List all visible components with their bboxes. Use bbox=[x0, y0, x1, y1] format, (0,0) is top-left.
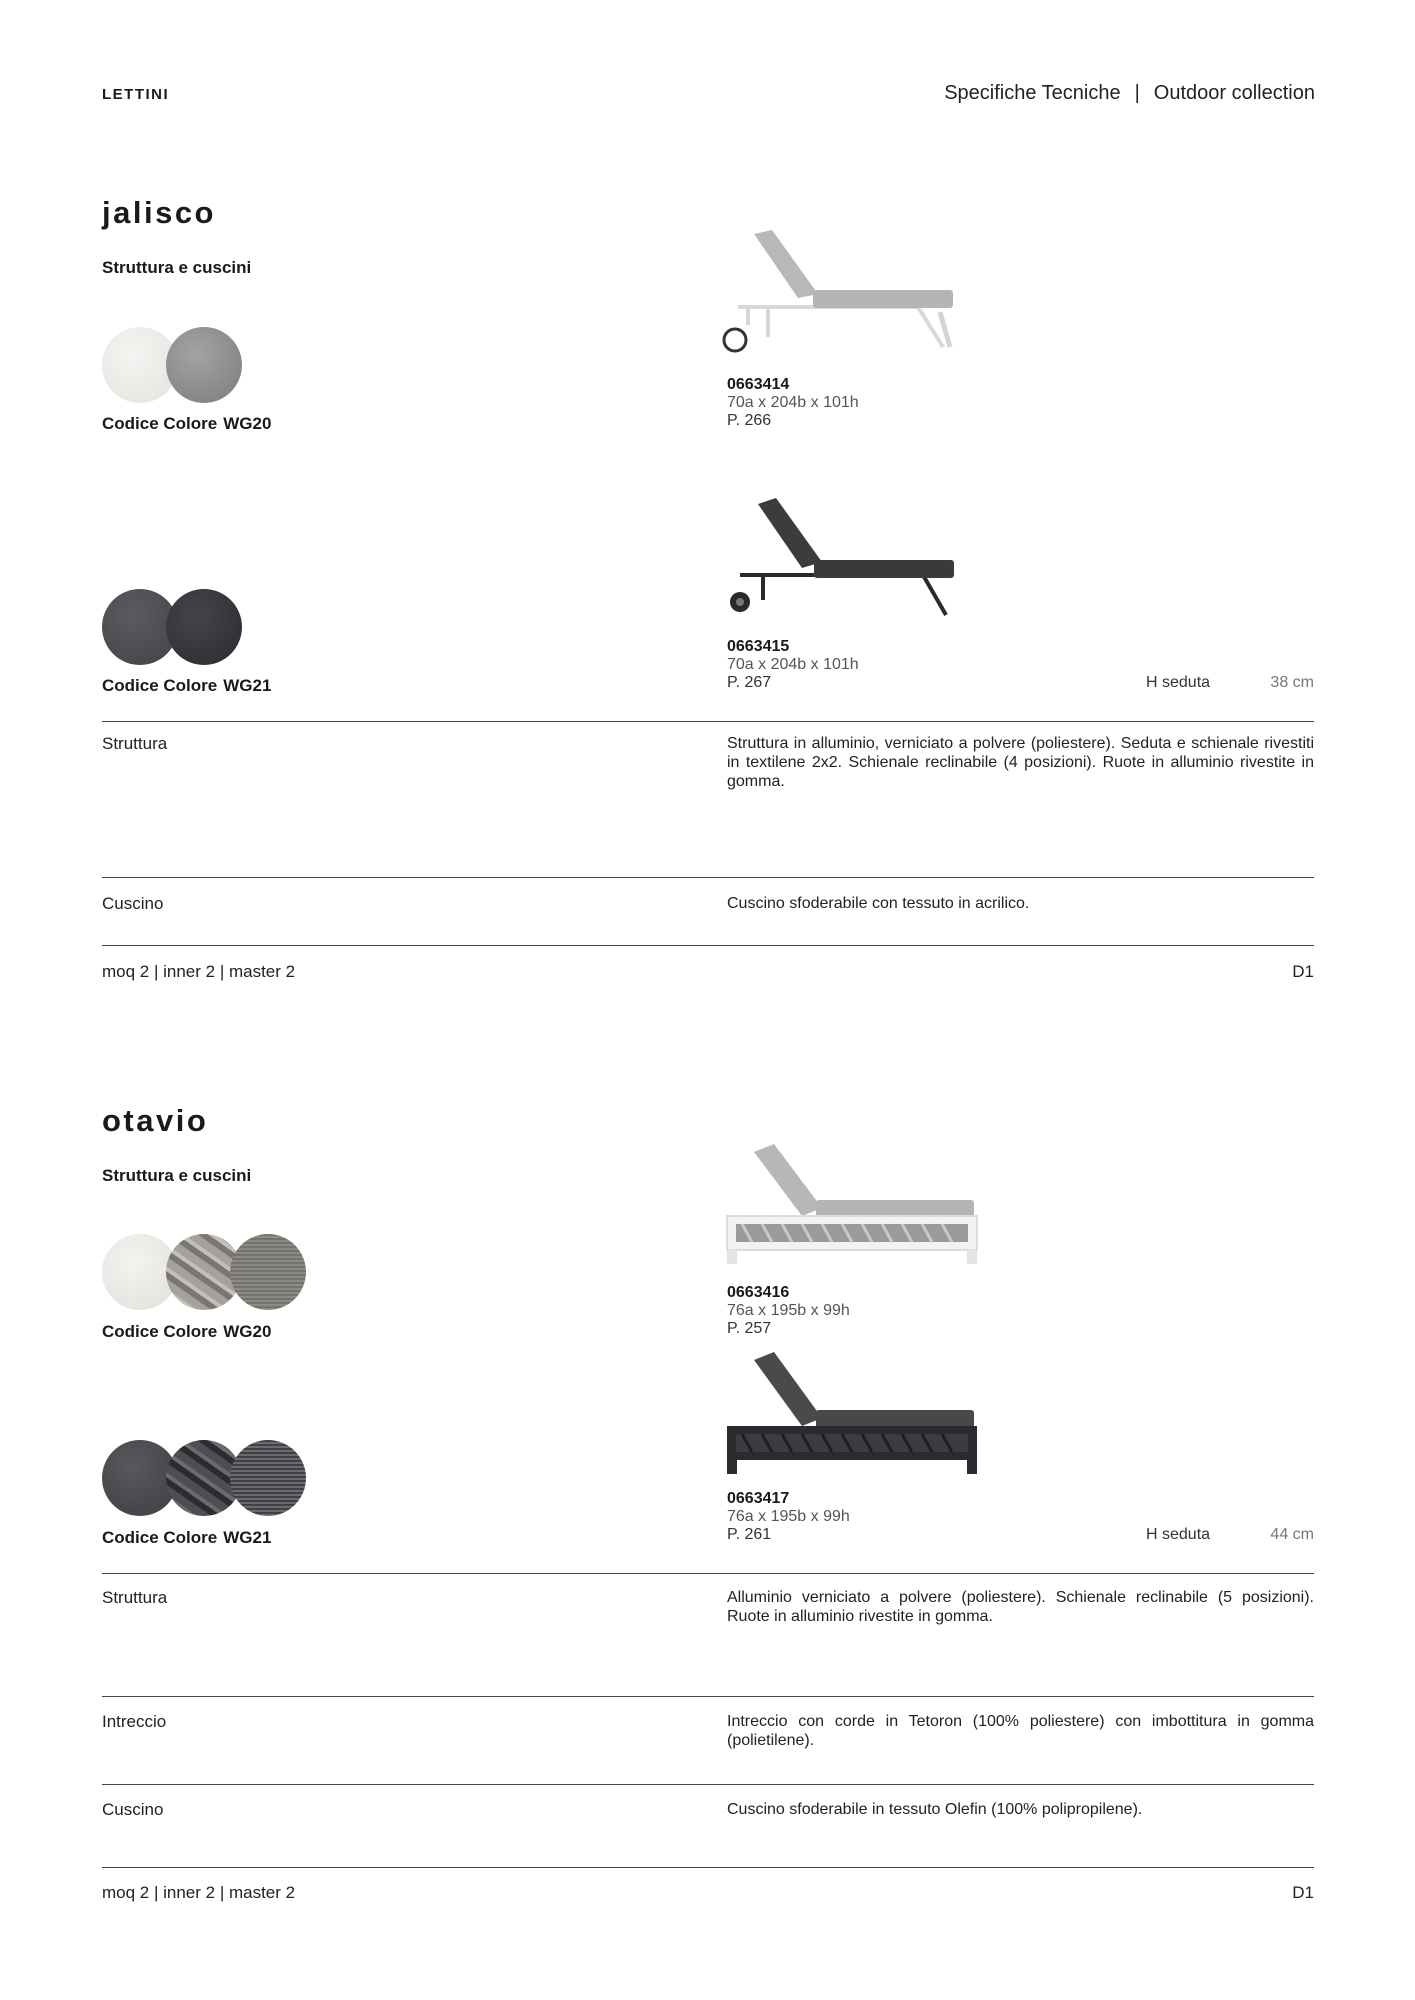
colour-swatches-wg21 bbox=[102, 1440, 306, 1516]
divider bbox=[102, 945, 1314, 946]
variant-0663415 bbox=[727, 638, 859, 692]
spec-label-intreccio: Intreccio bbox=[102, 1712, 167, 1731]
spec-text-intreccio: Intreccio con corde in Tetoron (100% poliestere) con imbottitura in gomma (polietilene). bbox=[727, 1713, 1314, 1749]
colour-prefix: Codice Colore bbox=[102, 1528, 218, 1547]
variant-0663416 bbox=[727, 1284, 850, 1338]
variant-dimensions: 70a x 204b x 101h bbox=[727, 394, 859, 411]
swatch-fabric bbox=[230, 1440, 306, 1516]
product-title: jalisco bbox=[102, 195, 216, 230]
colour-code-label bbox=[102, 1528, 271, 1548]
variant-page: P. 261 bbox=[727, 1526, 772, 1543]
colour-code-label bbox=[102, 676, 271, 696]
spec-text-struttura: Alluminio verniciato a polvere (poliestere). Schienale reclinabile (5 posizioni). Ruote in alluminio rivestite in gomma. bbox=[727, 1589, 1314, 1625]
spec-label-struttura: Struttura bbox=[102, 734, 168, 753]
colour-code: WG20 bbox=[223, 1322, 272, 1341]
spec-label-cuscino: Cuscino bbox=[102, 1800, 164, 1819]
colour-code-label bbox=[102, 414, 271, 434]
page-ref: D1 bbox=[1292, 1883, 1314, 1902]
spec-text-cuscino: Cuscino sfoderabile in tessuto Olefin (100% polipropilene). bbox=[727, 1801, 1143, 1818]
colour-code: WG20 bbox=[223, 414, 272, 433]
colour-prefix: Codice Colore bbox=[102, 676, 218, 695]
colour-code-label bbox=[102, 1322, 271, 1342]
swatch-fabric bbox=[166, 589, 242, 665]
seat-height-value: 44 cm bbox=[1270, 1526, 1314, 1543]
divider bbox=[102, 877, 1314, 878]
colour-code: WG21 bbox=[223, 676, 272, 695]
product-subtitle: Struttura e cuscini bbox=[102, 1166, 252, 1185]
spec-text-struttura: Struttura in alluminio, verniciato a polvere (poliestere). Seduta e schienale rivestiti in textilene 2x2. Schienale reclinabile (4 posizioni). Ruote in alluminio rivestite in gomma. bbox=[727, 735, 1314, 790]
packaging-info: moq 2 | inner 2 | master 2 bbox=[102, 1883, 296, 1902]
swatch-fabric bbox=[166, 327, 242, 403]
variant-code: 0663416 bbox=[727, 1284, 790, 1301]
colour-code: WG21 bbox=[223, 1528, 272, 1547]
header-separator: | bbox=[1134, 82, 1140, 104]
variant-0663414 bbox=[727, 376, 859, 430]
divider bbox=[102, 721, 1314, 722]
header-right bbox=[944, 82, 1315, 105]
divider bbox=[102, 1867, 1314, 1868]
variant-code: 0663414 bbox=[727, 376, 790, 393]
lounger-dark-image bbox=[718, 490, 978, 625]
variant-dimensions: 70a x 204b x 101h bbox=[727, 656, 859, 673]
variant-page: P. 267 bbox=[727, 674, 772, 691]
divider bbox=[102, 1573, 1314, 1574]
divider bbox=[102, 1784, 1314, 1785]
seat-height-label: H seduta bbox=[1146, 1526, 1211, 1543]
spec-label-cuscino: Cuscino bbox=[102, 894, 164, 913]
divider bbox=[102, 1696, 1314, 1697]
lounger-white-image bbox=[722, 1138, 992, 1273]
variant-page: P. 266 bbox=[727, 412, 772, 429]
variant-code: 0663415 bbox=[727, 638, 790, 655]
colour-swatches-wg20 bbox=[102, 1234, 306, 1310]
seat-height-label: H seduta bbox=[1146, 674, 1211, 691]
spec-label-struttura: Struttura bbox=[102, 1588, 168, 1607]
variant-page: P. 257 bbox=[727, 1320, 772, 1337]
spec-text-cuscino: Cuscino sfoderabile con tessuto in acrilico. bbox=[727, 895, 1030, 912]
section-title: Specifiche Tecniche bbox=[944, 82, 1121, 104]
collection-title: Outdoor collection bbox=[1153, 82, 1315, 104]
swatch-fabric bbox=[230, 1234, 306, 1310]
category-label: LETTINI bbox=[102, 86, 170, 103]
product-subtitle: Struttura e cuscini bbox=[102, 258, 252, 277]
colour-swatches-wg20 bbox=[102, 327, 242, 403]
variant-0663417 bbox=[727, 1490, 850, 1544]
seat-height-value: 38 cm bbox=[1270, 674, 1314, 691]
packaging-info: moq 2 | inner 2 | master 2 bbox=[102, 962, 296, 981]
product-title: otavio bbox=[102, 1103, 209, 1138]
lounger-white-image bbox=[718, 222, 978, 357]
variant-dimensions: 76a x 195b x 99h bbox=[727, 1508, 850, 1525]
colour-prefix: Codice Colore bbox=[102, 1322, 218, 1341]
colour-swatches-wg21 bbox=[102, 589, 242, 665]
colour-prefix: Codice Colore bbox=[102, 414, 218, 433]
variant-dimensions: 76a x 195b x 99h bbox=[727, 1302, 850, 1319]
variant-code: 0663417 bbox=[727, 1490, 790, 1507]
lounger-dark-image bbox=[722, 1346, 992, 1481]
page-ref: D1 bbox=[1292, 962, 1314, 981]
